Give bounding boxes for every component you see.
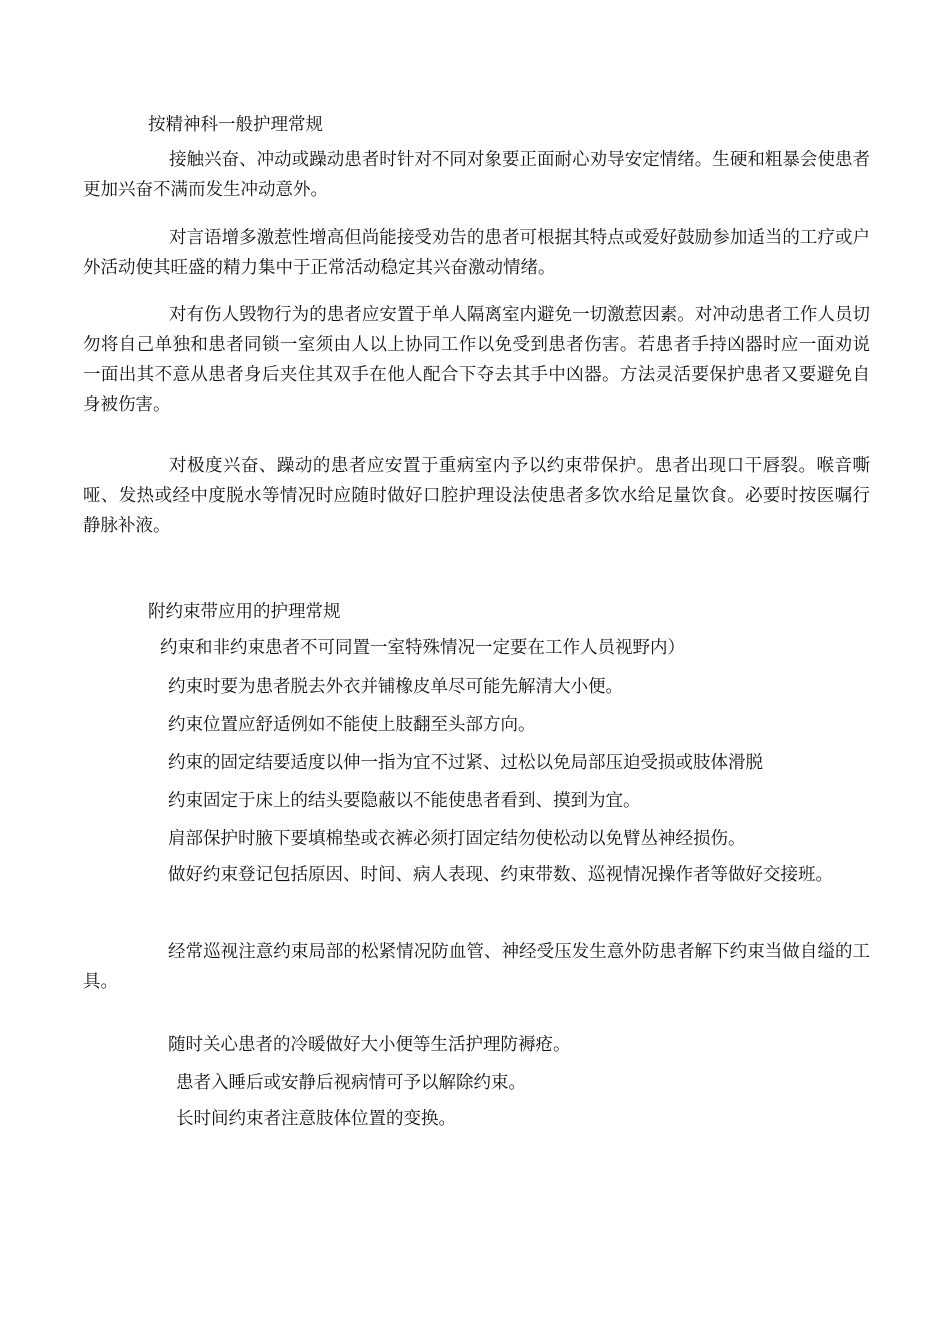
paragraph-violent-patients: 对有伤人毁物行为的患者应安置于单人隔离室内避免一切激惹因素。对冲动患者工作人员切勿将自己单独和患者同锁一室须由人以上协同工作以免受到患者伤害。若患者手持凶器时应一面劝说一面出其不意从患者身后夹住其双手在他人配合下夺去其手中凶器。方法灵活要保护患者又要避免自身被伤害。	[83, 305, 870, 415]
paragraph-verbal-patients: 对言语增多激惹性增高但尚能接受劝告的患者可根据其特点或爱好鼓励参加适当的工疗或户外活动使其旺盛的精力集中于正常活动稳定其兴奋激动情绪。	[83, 228, 870, 278]
list-item: 约束和非约束患者不可同置一室特殊情况一定要在工作人员视野内）	[160, 638, 685, 658]
section-heading-general-care: 按精神科一般护理常规	[148, 115, 323, 135]
paragraph-extreme-agitation: 对极度兴奋、躁动的患者应安置于重病室内予以约束带保护。患者出现口干唇裂。喉音嘶哑、发热或经中度脱水等情况时应随时做好口腔护理设法使患者多饮水给足量饮食。必要时按医嘱行静脉补液。	[83, 456, 870, 536]
list-item: 随时关心患者的冷暖做好大小便等生活护理防褥疮。	[168, 1035, 571, 1055]
list-item: 约束位置应舒适例如不能使上肢翻至头部方向。	[168, 715, 536, 735]
list-item: 患者入睡后或安静后视病情可予以解除约束。	[176, 1073, 526, 1093]
section-heading-restraint-care: 附约束带应用的护理常规	[148, 602, 341, 622]
list-item: 肩部保护时腋下要填棉垫或衣裤必须打固定结勿使松动以免臂丛神经损伤。	[168, 829, 746, 849]
paragraph-excited-patients: 接触兴奋、冲动或躁动患者时针对不同对象要正面耐心劝导安定情绪。生硬和粗暴会使患者更加兴奋不满而发生冲动意外。	[83, 150, 870, 200]
list-item: 做好约束登记包括原因、时间、病人表现、约束带数、巡视情况操作者等做好交接班。	[168, 865, 833, 885]
list-item: 约束的固定结要适度以伸一指为宜不过紧、过松以免局部压迫受损或肢体滑脱	[168, 753, 763, 773]
list-item: 约束时要为患者脱去外衣并铺橡皮单尽可能先解清大小便。	[168, 677, 623, 697]
list-item: 长时间约束者注意肢体位置的变换。	[176, 1109, 456, 1129]
list-item: 经常巡视注意约束局部的松紧情况防血管、神经受压发生意外防患者解下约束当做自缢的工具。	[83, 942, 870, 992]
list-item: 约束固定于床上的结头要隐蔽以不能使患者看到、摸到为宜。	[168, 791, 641, 811]
